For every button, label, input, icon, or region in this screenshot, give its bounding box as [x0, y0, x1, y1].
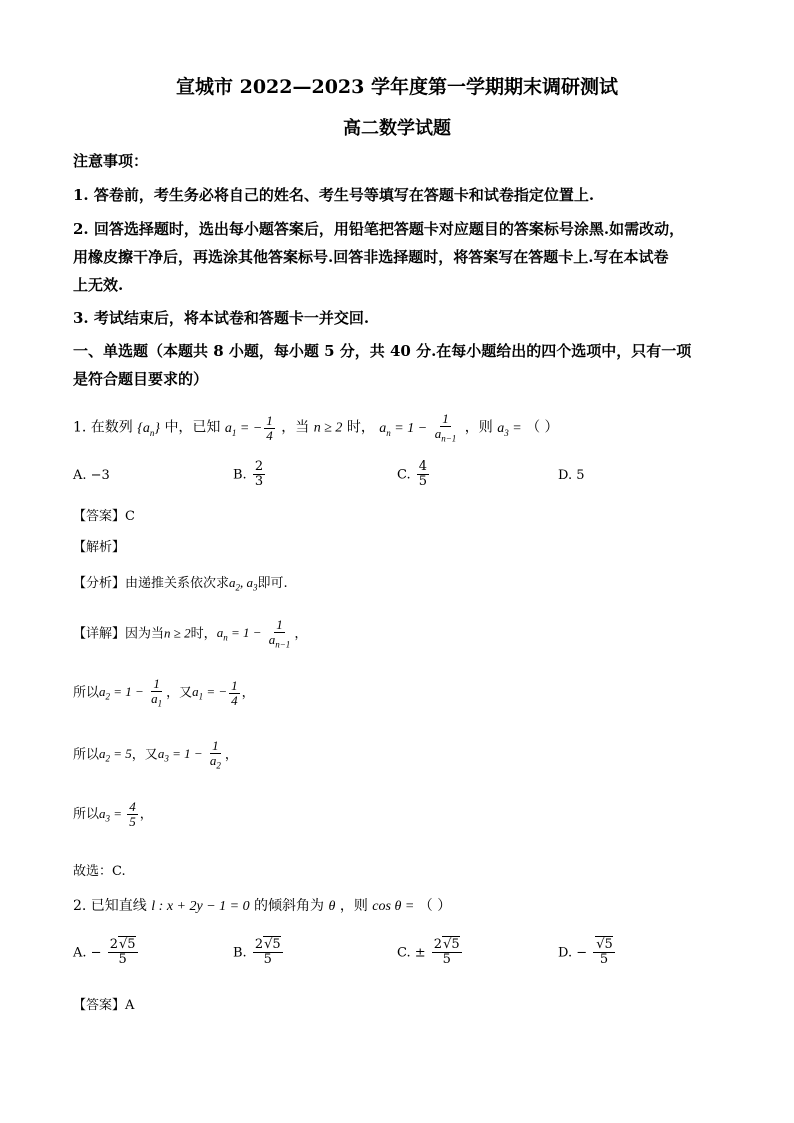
q1-detail-4: 所以$a_3$ = $\frac{4}{5}$ ， — [73, 799, 153, 830]
notice-item-2-line-1: 2. 回答选择题时，选出每小题答案后，用铅笔把答题卡对应题目的答案标号涂黑.如需改动， — [73, 220, 685, 238]
q1-option-d: D. 5 — [558, 468, 585, 483]
recurrence: $a_n = 1$ − $\frac{1}{a_{n-1}}$ — [379, 411, 457, 444]
section-heading-line-1: 一、单选题（本题共 8 小题，每小题 5 分，共 40 分.在每小题给出的四个选项中，只有一项 — [73, 342, 692, 360]
notice-heading: 注意事项： — [73, 152, 149, 170]
q1-option-a: A. −3 — [73, 468, 110, 483]
notice-item-3: 3. 考试结束后，将本试卷和答题卡一并交回. — [73, 309, 370, 327]
condition-n: n ≥ 2 — [313, 420, 343, 436]
q1-answer: 【答案】C — [73, 509, 135, 524]
q1-fenxi: 【分析】由递推关系依次求$a_2$, $a_3$即可. — [73, 575, 288, 593]
notice-item-1: 1. 答卷前，考生务必将自己的姓名、考生号等填写在答题卡和试卷指定位置上. — [73, 186, 595, 204]
q2-option-d: D. − $\frac{√5}{5}$ — [558, 937, 613, 968]
notice-item-2-line-3: 上无效. — [73, 276, 124, 294]
q2-answer: 【答案】A — [73, 998, 135, 1013]
q1-option-c: C. $\frac{4}{5}$ — [397, 459, 428, 490]
q2-option-c: C. ± $\frac{2√5}{5}$ — [397, 937, 460, 968]
q2-option-b: B. $\frac{2√5}{5}$ — [233, 937, 281, 968]
q1-detail-3: 所以$a_2 = 5$，又$a_3 = 1$ − $\frac{1}{a_2}$ ， — [73, 738, 238, 771]
sequence-symbol: $\{a_n\}$ — [137, 420, 160, 438]
q1-detail-2: 所以$a_2 = 1$ − $\frac{1}{a_1}$ ，又$a_1$ = − $\frac{1}{4}$ ， — [73, 676, 255, 709]
q1-analysis-tag: 【解析】 — [73, 540, 126, 555]
question-2: 2. 已知直线 l : x + 2y − 1 = 0 的倾斜角为 θ ，则 cos θ = （ ） — [73, 898, 452, 914]
exam-title: 宣城市 2022—2023 学年度第一学期期末调研测试 — [176, 76, 618, 98]
line-equation: l : x + 2y − 1 = 0 — [151, 899, 250, 914]
a1-definition: $a_1$ = − $\frac{1}{4}$ — [224, 412, 273, 443]
notice-item-2-line-2: 用橡皮擦干净后，再选涂其他答案标号.回答非选择题时，将答案写在答题卡上.写在本试卷 — [73, 248, 669, 266]
q1-detail-1: 【详解】因为当n ≥ 2时，$a_n = 1$ − $\frac{1}{a_{n-1}}$ ， — [73, 617, 308, 650]
section-heading-line-2: 是符合题目要求的） — [73, 370, 209, 388]
question-1: 1. 在数列 $\{a_n\}$ 中，已知 $a_1$ = − $\frac{1}{4}$ ，当 n ≥ 2 时， $a_n = 1$ − $\frac{1}{a_{n-1}}$ ，则 $a_3$ = （ ） — [73, 411, 559, 444]
q2-option-a: A. − $\frac{2√5}{5}$ — [73, 937, 136, 968]
q1-option-b: B. $\frac{2}{3}$ — [233, 459, 264, 490]
exam-subtitle: 高二数学试题 — [343, 118, 451, 139]
q1-conclusion: 故选：C. — [73, 864, 126, 879]
